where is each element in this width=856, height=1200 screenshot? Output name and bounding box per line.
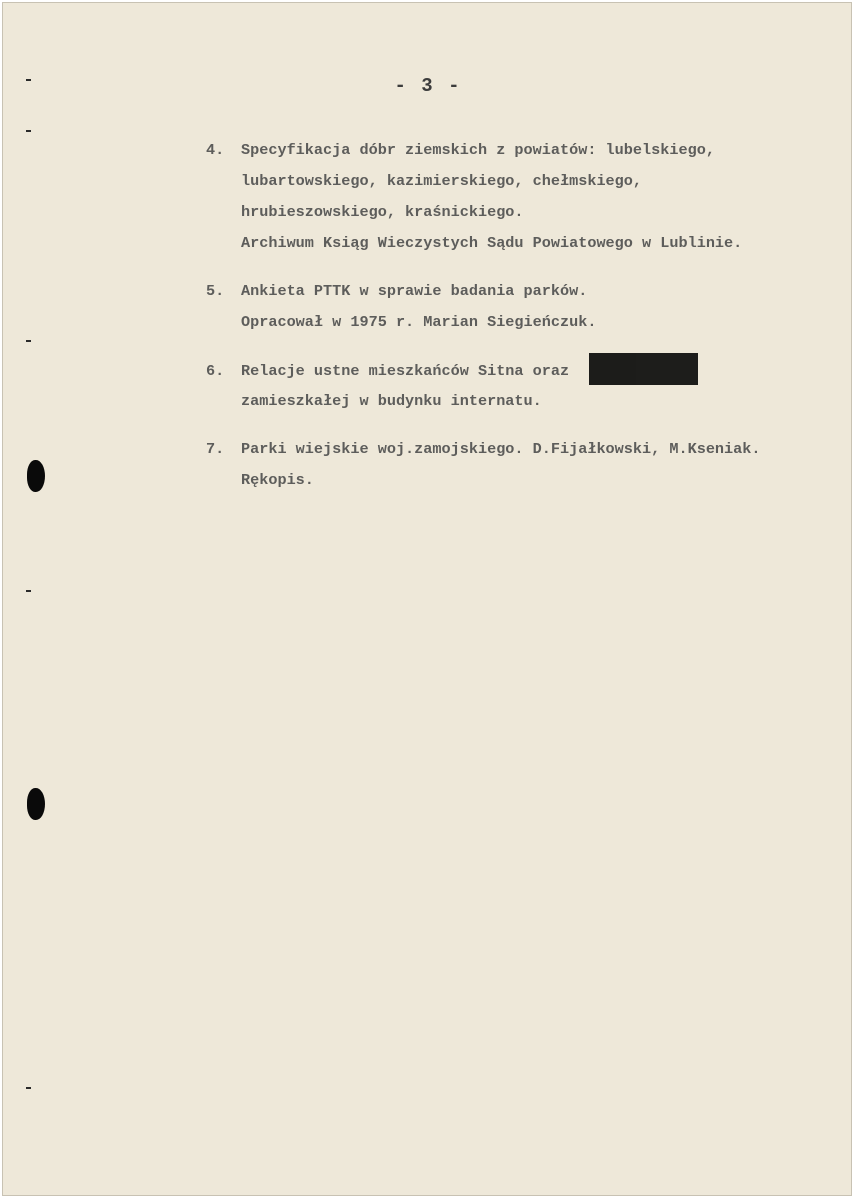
list-item [206,135,846,259]
entry-line [206,276,846,307]
margin-mark [26,130,31,132]
entry-line [206,465,846,496]
list-item [206,434,846,496]
entry-line [206,307,846,338]
reference-list [206,135,846,513]
entry-text: Rękopis. [241,471,314,489]
margin-mark [26,340,31,342]
entry-text: Parki wiejskie woj.zamojskiego. D.Fijałkowski, M.Kseniak. [241,440,761,458]
list-item [206,355,846,417]
entry-text: Ankieta PTTK w sprawie badania parków. [241,282,588,300]
entry-number: 6. [206,362,225,381]
entry-text: Relacje ustne mieszkańców Sitna oraz [241,362,570,381]
entry-text: Archiwum Ksiąg Wieczystych Sądu Powiatowego w Lublinie. [241,234,743,252]
margin-mark [26,1087,31,1089]
entry-text: hrubieszowskiego, kraśnickiego. [241,203,524,221]
redaction-block [589,353,698,385]
document-page [2,2,852,1196]
margin-mark [26,590,31,592]
entry-line [206,166,846,197]
entry-line [206,386,846,417]
entry-text: Specyfikacja dóbr ziemskich z powiatów: lubelskiego, [241,141,715,159]
entry-line [206,434,846,465]
punch-hole-bottom [27,788,45,820]
page-number: - 3 - [394,75,462,97]
entry-number: 5. [206,282,225,300]
entry-text: zamieszkałej w budynku internatu. [241,392,542,410]
entry-text: Opracował w 1975 r. Marian Siegieńczuk. [241,313,597,331]
entry-number: 7. [206,440,225,458]
entry-number: 4. [206,141,225,159]
entry-line [206,228,846,259]
punch-hole-top [27,460,45,492]
entry-line [206,197,846,228]
entry-line [206,135,846,166]
entry-text: lubartowskiego, kazimierskiego, chełmskiego, [241,172,643,190]
entry-line [206,355,846,386]
list-item [206,276,846,338]
margin-mark [26,79,31,81]
